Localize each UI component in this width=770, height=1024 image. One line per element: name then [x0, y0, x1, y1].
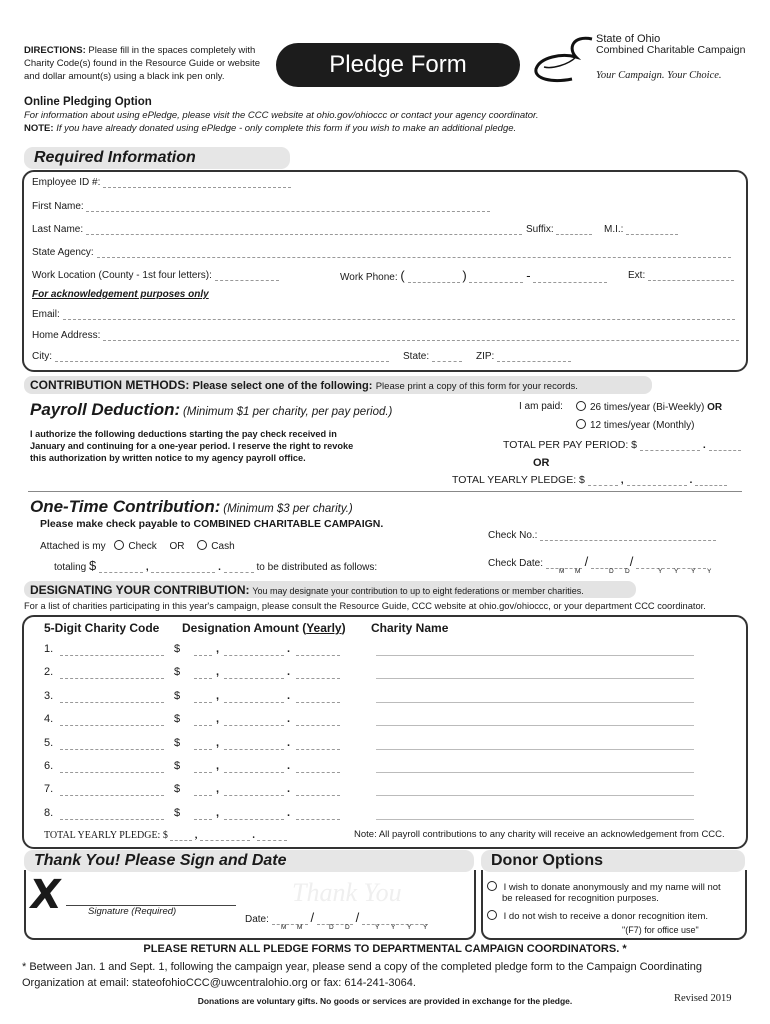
- radio-monthly[interactable]: [576, 419, 586, 429]
- amount-thousands-field[interactable]: [194, 795, 212, 796]
- directions: [24, 44, 284, 83]
- donor-opt1[interactable]: [487, 881, 721, 904]
- mi-field[interactable]: [626, 234, 678, 235]
- online-line1: For information about using ePledge, please visit the CCC website at ohio.gov/ohioccc or contact your agency coordinator.: [24, 110, 539, 121]
- sign-letter-y2: Y: [391, 924, 396, 931]
- amount-cents-field[interactable]: [296, 725, 340, 726]
- donor-tab: [481, 850, 745, 872]
- row-number: 7.: [44, 783, 54, 795]
- opt1-label: 26 times/year (Bi-Weekly): [590, 402, 705, 413]
- paid-opt1[interactable]: [576, 401, 722, 413]
- directions-text-3: and dollar amount(s) using a black ink pen only.: [24, 71, 225, 82]
- home-address-row[interactable]: [32, 330, 739, 341]
- row-dollar: $: [174, 737, 181, 749]
- phone-prefix-field[interactable]: [469, 282, 523, 283]
- amount-field[interactable]: [224, 819, 284, 820]
- row-number: 1.: [44, 643, 54, 655]
- col-amount: [182, 621, 346, 635]
- last-name-row[interactable]: [32, 224, 522, 235]
- designation-row[interactable]: 5. $ , .: [44, 737, 704, 753]
- employee-id-label: Employee ID #:: [32, 177, 101, 188]
- form-title-bar: [276, 43, 520, 87]
- opt2-label: 12 times/year (Monthly): [590, 420, 695, 431]
- row-dollar: $: [174, 783, 181, 795]
- col-charity-name: Charity Name: [371, 621, 449, 635]
- charity-name-field[interactable]: [376, 678, 694, 679]
- col-amount-yearly: Yearly: [306, 621, 342, 635]
- row-number: 4.: [44, 713, 54, 725]
- charity-name-field[interactable]: [376, 819, 694, 820]
- amount-cents-field[interactable]: [296, 702, 340, 703]
- designation-row[interactable]: 1. $ , .: [44, 643, 704, 659]
- payable-name: COMBINED CHARITABLE CAMPAIGN.: [193, 518, 384, 530]
- payroll-authorization: [30, 428, 353, 464]
- methods-heading: CONTRIBUTION METHODS:: [30, 378, 190, 392]
- payroll-title-row: [30, 400, 392, 420]
- amount-thousands-field[interactable]: [194, 819, 212, 820]
- letter-y1: Y: [658, 568, 663, 575]
- ext-label: Ext:: [628, 270, 646, 281]
- letter-y2: Y: [674, 568, 679, 575]
- check-no-field[interactable]: [540, 540, 716, 541]
- designating-total[interactable]: TOTAL YEARLY PLEDGE: $ , .: [44, 830, 287, 841]
- phone-dash: -: [526, 268, 531, 283]
- suffix-field[interactable]: [556, 234, 592, 235]
- total-per-pay-field[interactable]: [640, 450, 700, 451]
- onetime-min: (Minimum $3 per charity.): [223, 503, 353, 515]
- sign-letter-y4: Y: [423, 924, 428, 931]
- row-dollar: $: [174, 807, 181, 819]
- amount-cents-field[interactable]: [296, 655, 340, 656]
- i-am-paid: I am paid:: [519, 401, 563, 412]
- designating-heading-row: [30, 583, 584, 597]
- check-label: Check: [128, 541, 157, 552]
- radio-cash[interactable]: [197, 540, 207, 550]
- checkbox-no-recognition[interactable]: [487, 910, 497, 920]
- row-dollar: $: [174, 690, 181, 702]
- methods-heading-row: [30, 378, 578, 392]
- methods-subheading: Please select one of the following:: [192, 380, 373, 392]
- logo-line2: Combined Charitable Campaign: [596, 44, 746, 56]
- work-location-field[interactable]: [215, 280, 279, 281]
- amount-field[interactable]: [224, 702, 284, 703]
- attached-label: Attached is my: [40, 541, 106, 552]
- work-location-row[interactable]: [32, 270, 279, 281]
- distributed-label: to be distributed as follows:: [256, 562, 378, 573]
- zip-label: ZIP:: [476, 351, 495, 362]
- suffix-group[interactable]: [526, 224, 592, 235]
- directions-label: DIRECTIONS:: [24, 45, 86, 56]
- voluntary-notice: Donations are voluntary gifts. No goods or services are provided in exchange for the pledge.: [197, 996, 573, 1006]
- zip-group[interactable]: [476, 351, 571, 362]
- directions-text-2: Charity Code(s) found in the Resource Guide or website: [24, 58, 261, 69]
- amount-cents-field[interactable]: [296, 772, 340, 773]
- work-phone-group[interactable]: [340, 268, 607, 283]
- donor-opt1-line2: be released for recognition purposes.: [502, 893, 659, 904]
- or-label: OR: [707, 402, 723, 413]
- row-number: 8.: [44, 807, 54, 819]
- state-field[interactable]: [432, 361, 462, 362]
- check-date-row[interactable]: Check Date: / /: [488, 554, 706, 569]
- charity-code-field[interactable]: [60, 749, 164, 750]
- radio-biweekly[interactable]: [576, 401, 586, 411]
- directions-text: Please fill in the spaces completely with: [88, 45, 256, 56]
- row-number: 2.: [44, 666, 54, 678]
- area-code-field[interactable]: [408, 282, 460, 283]
- onetime-title-row: [30, 497, 353, 517]
- first-name-field[interactable]: [86, 211, 490, 212]
- designating-subheading: You may designate your contribution to up to eight federations or member charities.: [252, 586, 584, 596]
- ccc-logo-icon: [532, 35, 602, 87]
- total-per-pay-cents[interactable]: [709, 450, 741, 451]
- online-heading: Online Pledging Option: [24, 96, 152, 108]
- email-label: Email:: [32, 309, 60, 320]
- total-per-pay[interactable]: TOTAL PER PAY PERIOD: $ .: [503, 439, 741, 451]
- city-label: City:: [32, 351, 52, 362]
- check-date-label: Check Date:: [488, 558, 544, 569]
- logo-line1: State of Ohio: [596, 33, 661, 45]
- between-line1: * Between Jan. 1 and Sept. 1, following the campaign year, please send a copy of the completed pledge form to the Campaign Coordinating: [22, 961, 702, 973]
- sign-tab: [24, 850, 474, 872]
- letter-m2: M: [575, 568, 581, 575]
- col-amount-suffix: ): [341, 621, 346, 635]
- charity-name-field[interactable]: [376, 749, 694, 750]
- charity-name-field[interactable]: [376, 725, 694, 726]
- thank-you-watermark: Thank You: [292, 878, 402, 907]
- sign-date-label: Date:: [245, 914, 269, 925]
- ext-group[interactable]: [628, 270, 734, 281]
- state-agency-row[interactable]: [32, 247, 731, 258]
- sign-letter-m2: M: [297, 924, 303, 931]
- amount-thousands-field[interactable]: [194, 772, 212, 773]
- total-yearly-field[interactable]: [627, 485, 687, 486]
- col-charity-code: 5-Digit Charity Code: [44, 621, 160, 635]
- first-name-label: First Name:: [32, 201, 84, 212]
- online-note: [24, 123, 516, 134]
- designating-total-field[interactable]: [200, 840, 250, 841]
- form-title: Pledge Form: [329, 51, 467, 78]
- cash-label: Cash: [211, 541, 235, 552]
- zip-field[interactable]: [497, 361, 571, 362]
- designating-heading: DESIGNATING YOUR CONTRIBUTION:: [30, 583, 250, 597]
- amount-thousands-field[interactable]: [194, 678, 212, 679]
- row-number: 6.: [44, 760, 54, 772]
- total-yearly[interactable]: TOTAL YEARLY PLEDGE: $ , .: [452, 474, 727, 486]
- office-use: "(F7) for office use": [622, 925, 699, 935]
- amount-field[interactable]: [224, 749, 284, 750]
- auth-line2: January and continuing for a one-year period. I reserve the right to revoke: [30, 441, 354, 451]
- home-address-label: Home Address:: [32, 330, 101, 341]
- designation-row[interactable]: 4. $ , .: [44, 713, 704, 729]
- last-name-label: Last Name:: [32, 224, 84, 235]
- return-notice: PLEASE RETURN ALL PLEDGE FORMS TO DEPARTMENTAL CAMPAIGN COORDINATORS. *: [143, 943, 627, 955]
- divider: [28, 491, 742, 492]
- or-separator: OR: [533, 457, 550, 469]
- charity-code-field[interactable]: [60, 702, 164, 703]
- logo-tagline: Your Campaign. Your Choice.: [596, 70, 722, 81]
- between-line2: Organization at email: stateofohioCCC@uwcentralohio.org or fax: 614-241-3064.: [22, 977, 416, 989]
- designating-total-cents[interactable]: [257, 840, 287, 841]
- dollar-sign: $: [89, 558, 97, 573]
- amount-thousands-field[interactable]: [194, 702, 212, 703]
- sign-letter-y1: Y: [375, 924, 380, 931]
- designation-row[interactable]: 2. $ , .: [44, 666, 704, 682]
- payable-prefix: Please make check payable to: [40, 518, 194, 530]
- work-phone-label: Work Phone:: [340, 272, 398, 283]
- letter-d2: D: [625, 568, 630, 575]
- email-field[interactable]: [63, 319, 735, 320]
- signature-x-mark: X: [26, 872, 65, 918]
- amount-field[interactable]: [224, 772, 284, 773]
- auth-line3: this authorization by written notice to my agency payroll office.: [30, 453, 306, 463]
- designation-row[interactable]: 6. $ , .: [44, 760, 704, 776]
- charity-code-field[interactable]: [60, 678, 164, 679]
- charity-code-field[interactable]: [60, 772, 164, 773]
- email-row[interactable]: [32, 309, 735, 320]
- donor-heading: Donor Options: [491, 852, 603, 869]
- revised-date: Revised 2019: [674, 993, 732, 1004]
- auth-line1: I authorize the following deductions starting the pay check received in: [30, 429, 337, 439]
- amount-field[interactable]: [224, 678, 284, 679]
- sign-letter-m1: M: [281, 924, 287, 931]
- designation-row[interactable]: 3. $ , .: [44, 690, 704, 706]
- between-notice: [22, 959, 762, 991]
- totaling-cents[interactable]: [224, 572, 254, 573]
- charity-name-field[interactable]: [376, 772, 694, 773]
- home-address-field[interactable]: [103, 340, 739, 341]
- check-date-yyyy[interactable]: [636, 568, 706, 569]
- charity-code-field[interactable]: [60, 819, 164, 820]
- amount-cents-field[interactable]: [296, 795, 340, 796]
- amount-thousands-field[interactable]: [194, 655, 212, 656]
- donor-opt1-line1: I wish to donate anonymously and my name will not: [503, 882, 721, 893]
- suffix-label: Suffix:: [526, 224, 554, 235]
- row-dollar: $: [174, 713, 181, 725]
- note-text: If you have already donated using ePledge - only complete this form if you wish to make an additional pledge.: [56, 123, 517, 134]
- payroll-min: (Minimum $1 per charity, per pay period.): [182, 406, 393, 418]
- amount-thousands-field[interactable]: [194, 725, 212, 726]
- phone-line-field[interactable]: [533, 282, 607, 283]
- last-name-field[interactable]: [86, 234, 522, 235]
- amount-field[interactable]: [224, 725, 284, 726]
- totaling-label: totaling: [54, 562, 87, 573]
- charity-name-field[interactable]: [376, 702, 694, 703]
- attached-row[interactable]: [40, 540, 235, 552]
- amount-cents-field[interactable]: [296, 819, 340, 820]
- payroll-title: Payroll Deduction:: [30, 400, 181, 419]
- work-location-label: Work Location (County - 1st four letters):: [32, 270, 212, 281]
- city-row[interactable]: [32, 351, 389, 362]
- paid-opt2[interactable]: [576, 419, 694, 431]
- or-label-2: OR: [169, 541, 185, 552]
- signature-label: Signature (Required): [88, 906, 177, 917]
- row-number: 5.: [44, 737, 54, 749]
- letter-m1: M: [559, 568, 565, 575]
- employee-id-row[interactable]: [32, 177, 291, 188]
- mi-label: M.I.:: [604, 224, 624, 235]
- sign-letter-y3: Y: [407, 924, 412, 931]
- state-agency-label: State Agency:: [32, 247, 94, 258]
- ack-note: For acknowledgement purposes only: [32, 289, 209, 300]
- designating-note: Note: All payroll contributions to any charity will receive an acknowledgement from CCC.: [354, 829, 725, 840]
- state-agency-field[interactable]: [97, 257, 731, 258]
- amount-field[interactable]: [224, 655, 284, 656]
- charity-name-field[interactable]: [376, 795, 694, 796]
- amount-cents-field[interactable]: [296, 678, 340, 679]
- totaling-field[interactable]: [151, 572, 215, 573]
- sign-letter-d1: D: [329, 924, 334, 931]
- donor-opt2[interactable]: [487, 910, 708, 922]
- methods-note: Please print a copy of this form for your records.: [375, 381, 578, 392]
- state-label: State:: [403, 351, 430, 362]
- ext-field[interactable]: [648, 280, 734, 281]
- designating-total-thousands[interactable]: [170, 840, 192, 841]
- sign-date-row[interactable]: Date: / /: [245, 910, 428, 925]
- total-yearly-label: TOTAL YEARLY PLEDGE: $: [452, 474, 585, 486]
- totaling-row[interactable]: totaling $ , . to be distributed as follows:: [54, 558, 378, 573]
- letter-y4: Y: [707, 568, 712, 575]
- state-group[interactable]: [403, 351, 462, 362]
- check-no-label: Check No.:: [488, 530, 538, 541]
- total-yearly-thousands[interactable]: [588, 485, 618, 486]
- ccc-logo: [532, 33, 752, 89]
- checkbox-anonymous[interactable]: [487, 881, 497, 891]
- row-dollar: $: [174, 666, 181, 678]
- check-no-row[interactable]: [488, 530, 716, 541]
- amount-field[interactable]: [224, 795, 284, 796]
- designating-total-label: TOTAL YEARLY PLEDGE: $: [44, 830, 168, 841]
- donor-opt2-label: I do not wish to receive a donor recognition item.: [503, 911, 709, 922]
- designating-subline: For a list of charities participating in this year's campaign, please consult the Resource Guide, CCC website at ohio.gov/ohioccc, or your department CCC coordinator.: [24, 601, 706, 611]
- letter-y3: Y: [691, 568, 696, 575]
- charity-name-field[interactable]: [376, 655, 694, 656]
- onetime-title: One-Time Contribution:: [30, 497, 221, 516]
- sign-heading: Thank You! Please Sign and Date: [34, 852, 287, 869]
- designation-row[interactable]: 8. $ , .: [44, 807, 704, 823]
- amount-cents-field[interactable]: [296, 749, 340, 750]
- paren-open: (: [400, 268, 405, 283]
- employee-id-field[interactable]: [103, 187, 291, 188]
- first-name-row[interactable]: [32, 201, 490, 212]
- total-yearly-cents[interactable]: [695, 485, 727, 486]
- required-tab: [24, 147, 290, 169]
- row-dollar: $: [174, 643, 181, 655]
- col-amount-prefix: Designation Amount (: [182, 621, 307, 635]
- city-field[interactable]: [55, 361, 389, 362]
- radio-check[interactable]: [114, 540, 124, 550]
- charity-code-field[interactable]: [60, 795, 164, 796]
- payable-line: [40, 518, 383, 530]
- row-dollar: $: [174, 760, 181, 772]
- mi-group[interactable]: [604, 224, 678, 235]
- row-number: 3.: [44, 690, 54, 702]
- amount-thousands-field[interactable]: [194, 749, 212, 750]
- charity-code-field[interactable]: [60, 655, 164, 656]
- designation-row[interactable]: 7. $ , .: [44, 783, 704, 799]
- total-per-pay-label: TOTAL PER PAY PERIOD: $: [503, 439, 638, 451]
- totaling-thousands[interactable]: [99, 572, 143, 573]
- charity-code-field[interactable]: [60, 725, 164, 726]
- paren-close: ): [462, 268, 467, 283]
- note-label: NOTE:: [24, 123, 54, 134]
- sign-letter-d2: D: [345, 924, 350, 931]
- required-heading: Required Information: [34, 149, 196, 166]
- letter-d1: D: [609, 568, 614, 575]
